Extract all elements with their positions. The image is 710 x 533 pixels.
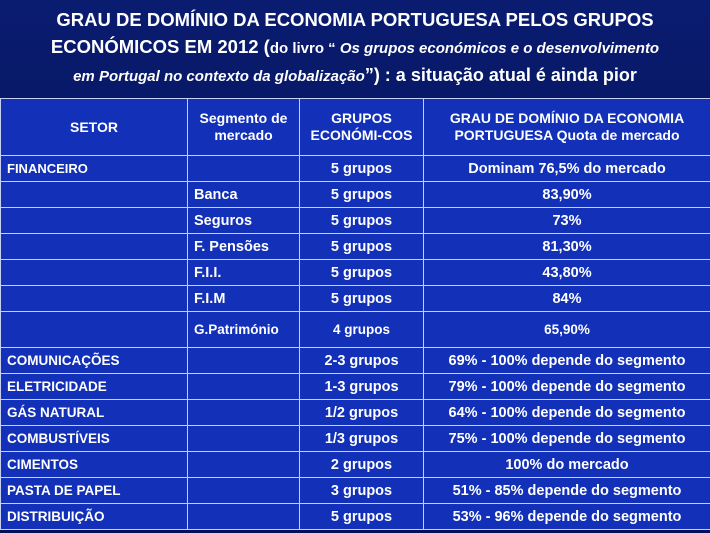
cell-setor [1,234,188,260]
title-line-2-main: ECONÓMICOS EM 2012 ( [50,36,270,57]
table-row [1,260,710,286]
slide-title [0,6,710,90]
title-line-2-book-title: Os grupos económicos e o desenvolvimento [335,40,660,57]
cell-grupos: 5 grupos [300,260,424,286]
table-row [1,312,710,348]
cell-grupos: 2 grupos [300,452,424,478]
cell-setor: DISTRIBUIÇÃO [1,504,188,530]
title-line-3-tail: ”) : a situação atual é ainda pior [364,65,637,85]
cell-grupos: 5 grupos [300,208,424,234]
cell-setor: COMUNICAÇÕES [1,348,188,374]
header-grupos: GRUPOS ECONÓMI-COS [300,99,424,156]
cell-segmento [188,452,300,478]
cell-segmento: F. Pensões [188,234,300,260]
cell-grau: 100% do mercado [424,452,710,478]
cell-segmento: F.I.I. [188,260,300,286]
cell-grupos: 5 grupos [300,156,424,182]
table-row [1,400,710,426]
cell-grau: 43,80% [424,260,710,286]
cell-segmento [188,478,300,504]
cell-grau: 53% - 96% depende do segmento [424,504,710,530]
table-row [1,504,710,530]
table-body [1,156,710,530]
cell-segmento [188,504,300,530]
cell-grau: 75% - 100% depende do segmento [424,426,710,452]
cell-grupos: 4 grupos [300,312,424,348]
cell-grau: 51% - 85% depende do segmento [424,478,710,504]
header-grau: GRAU DE DOMÍNIO DA ECONOMIA PORTUGUESA Quota de mercado [424,99,710,156]
cell-setor: GÁS NATURAL [1,400,188,426]
cell-segmento [188,348,300,374]
title-line-2 [0,33,710,62]
cell-segmento: Banca [188,182,300,208]
table-row [1,182,710,208]
header-setor: SETOR [1,99,188,156]
table-row [1,452,710,478]
cell-setor: FINANCEIRO [1,156,188,182]
cell-grupos: 5 grupos [300,504,424,530]
table-row [1,234,710,260]
cell-grau: 73% [424,208,710,234]
cell-segmento: Seguros [188,208,300,234]
cell-segmento [188,156,300,182]
cell-grupos: 3 grupos [300,478,424,504]
cell-grupos: 1/2 grupos [300,400,424,426]
cell-setor: CIMENTOS [1,452,188,478]
cell-grupos: 5 grupos [300,182,424,208]
cell-grupos: 1-3 grupos [300,374,424,400]
table-row [1,426,710,452]
cell-segmento: G.Património [188,312,300,348]
cell-segmento [188,426,300,452]
cell-grau: Dominam 76,5% do mercado [424,156,710,182]
cell-segmento [188,400,300,426]
cell-grupos: 5 grupos [300,234,424,260]
cell-setor [1,312,188,348]
title-line-2-book-intro: do livro “ [269,40,336,57]
cell-grau: 83,90% [424,182,710,208]
cell-grau: 84% [424,286,710,312]
table-row [1,208,710,234]
title-line-3-book-title: em Portugal no contexto da globalização [73,68,365,85]
table-row [1,374,710,400]
cell-grupos: 2-3 grupos [300,348,424,374]
table-row [1,348,710,374]
domination-table [0,98,710,530]
cell-segmento [188,374,300,400]
cell-grau: 81,30% [424,234,710,260]
cell-setor [1,208,188,234]
header-segmento: Segmento de mercado [188,99,300,156]
cell-grupos: 5 grupos [300,286,424,312]
cell-grau: 65,90% [424,312,710,348]
cell-segmento: F.I.M [188,286,300,312]
title-line-3 [0,62,710,90]
cell-setor [1,286,188,312]
table-row [1,478,710,504]
cell-setor [1,182,188,208]
table-row [1,286,710,312]
cell-grau: 64% - 100% depende do segmento [424,400,710,426]
cell-grau: 69% - 100% depende do segmento [424,348,710,374]
cell-setor: ELETRICIDADE [1,374,188,400]
table-header-row [1,99,710,156]
table-row [1,156,710,182]
cell-grau: 79% - 100% depende do segmento [424,374,710,400]
cell-setor: PASTA DE PAPEL [1,478,188,504]
cell-setor [1,260,188,286]
cell-grupos: 1/3 grupos [300,426,424,452]
cell-setor: COMBUSTÍVEIS [1,426,188,452]
title-line-1: GRAU DE DOMÍNIO DA ECONOMIA PORTUGUESA PELOS GRUPOS [56,9,654,30]
